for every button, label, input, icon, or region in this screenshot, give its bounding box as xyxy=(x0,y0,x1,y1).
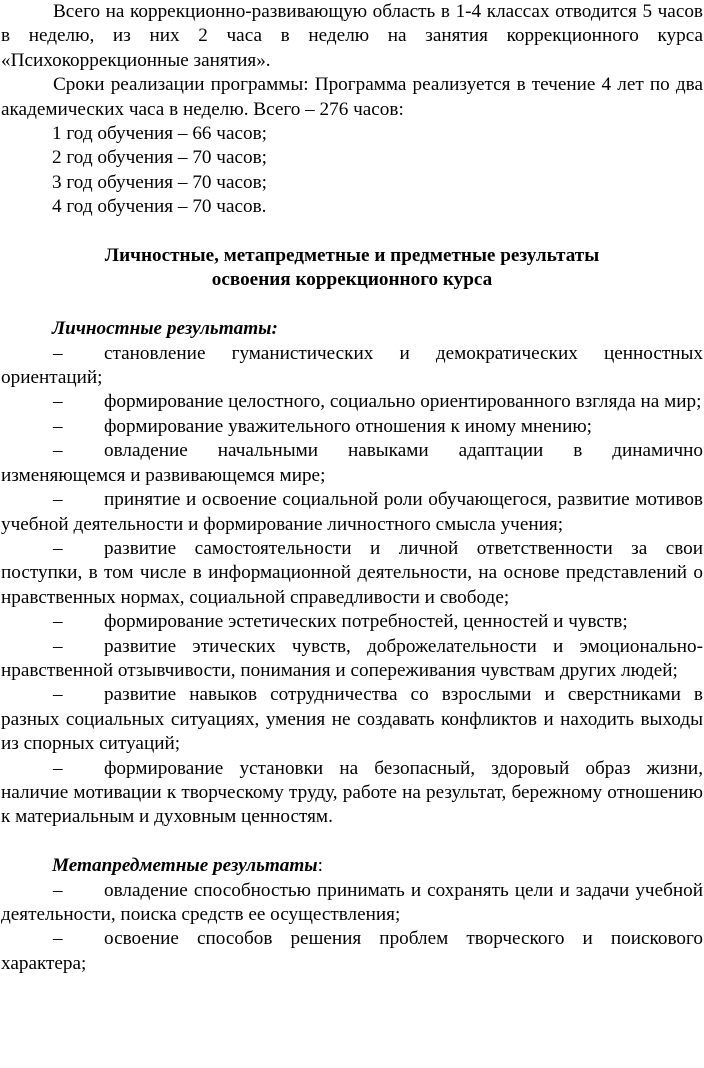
meta-heading-colon: : xyxy=(317,855,323,877)
personal-results-list xyxy=(0,342,704,830)
list-item xyxy=(0,757,704,830)
dash-bullet xyxy=(0,171,52,195)
spacer xyxy=(0,220,704,244)
dash-bullet: – xyxy=(53,440,63,462)
section-title-line-2: освоения коррекционного курса xyxy=(211,269,493,291)
dash-bullet: – xyxy=(53,757,63,779)
list-item xyxy=(0,439,704,488)
year-1-text: 1 год обучения – 66 часов; xyxy=(52,123,267,145)
personal-item-text: развитие этических чувств, доброжелательности и эмоционально-нравственной отзывчивости, понимания и сопереживания чувствам других людей; xyxy=(1,635,703,681)
dash-bullet: – xyxy=(53,879,63,901)
personal-item-text: развитие самостоятельности и личной ответственности за свои поступки, в том числе в информационной деятельности, на основе представлений о нравственных нормах, социальной справедливости и свободе; xyxy=(1,537,703,608)
personal-item-text: развитие навыков сотрудничества со взрослыми и сверстниками в разных социальных ситуациях, умения не создавать конфликтов и находить выходы из спорных ситуаций; xyxy=(1,684,703,755)
intro-paragraph-duration: Сроки реализации программы: Программа реализуется в течение 4 лет по два академических часа в неделю. Всего – 276 часов: xyxy=(1,74,703,120)
list-item xyxy=(0,927,704,976)
year-2-text: 2 год обучения – 70 часов; xyxy=(52,147,267,169)
spacer xyxy=(0,830,704,854)
personal-item-text: овладение начальными навыками адаптации в динамично изменяющемся и развивающемся мире; xyxy=(1,440,703,486)
personal-item-text: принятие и освоение социальной роли обучающегося, развитие мотивов учебной деятельности и формирование личностного смысла учения; xyxy=(1,489,703,535)
list-item xyxy=(0,683,704,756)
list-item xyxy=(0,342,704,391)
section-title-line-1: Личностные, метапредметные и предметные результаты xyxy=(104,245,600,267)
spacer xyxy=(0,293,704,317)
meta-item-text: овладение способностью принимать и сохранять цели и задачи учебной деятельности, поиска средств ее осуществления; xyxy=(1,879,703,925)
meta-results-heading-text: Метапредметные результаты xyxy=(52,855,318,877)
meta-item-text: освоение способов решения проблем творческого и поискового характера; xyxy=(1,928,703,974)
year-3-text: 3 год обучения – 70 часов; xyxy=(52,171,267,193)
list-item xyxy=(0,610,704,634)
list-item xyxy=(0,122,704,146)
dash-bullet: – xyxy=(53,611,63,633)
personal-item-text: формирование целостного, социально ориентированного взгляда на мир; xyxy=(104,391,702,413)
list-item xyxy=(0,879,704,928)
list-item xyxy=(0,146,704,170)
dash-bullet: – xyxy=(53,342,63,364)
dash-bullet: – xyxy=(53,928,63,950)
list-item xyxy=(0,488,704,537)
dash-bullet: – xyxy=(53,489,63,511)
dash-bullet xyxy=(0,146,52,170)
personal-item-text: формирование эстетических потребностей, ценностей и чувств; xyxy=(104,611,628,633)
meta-results-heading xyxy=(0,854,704,878)
personal-results-heading: Личностные результаты: xyxy=(52,318,278,340)
years-list xyxy=(0,122,704,220)
list-item xyxy=(0,635,704,684)
personal-item-text: становление гуманистических и демократических ценностных ориентаций; xyxy=(1,342,703,389)
dash-bullet xyxy=(0,122,52,146)
dash-bullet: – xyxy=(53,635,63,657)
dash-bullet: – xyxy=(53,415,63,437)
personal-item-text: формирование уважительного отношения к иному мнению; xyxy=(104,415,592,437)
dash-bullet xyxy=(0,195,52,219)
list-item xyxy=(0,390,704,414)
list-item xyxy=(0,171,704,195)
list-item xyxy=(0,415,704,439)
year-4-text: 4 год обучения – 70 часов. xyxy=(52,196,267,218)
list-item xyxy=(0,195,704,219)
intro-paragraph-hours: Всего на коррекционно-развивающую область в 1-4 классах отводится 5 часов в неделю, из них 2 часа в неделю на занятия коррекционного курса «Психокоррекционные занятия». xyxy=(1,1,703,71)
dash-bullet: – xyxy=(53,537,63,559)
meta-results-list xyxy=(0,879,704,977)
dash-bullet: – xyxy=(53,391,63,413)
dash-bullet: – xyxy=(53,684,63,706)
personal-item-text: формирование установки на безопасный, здоровый образ жизни, наличие мотивации к творческому труду, работе на результат, бережному отношению к материальным и духовным ценностям. xyxy=(1,757,703,828)
list-item xyxy=(0,537,704,610)
